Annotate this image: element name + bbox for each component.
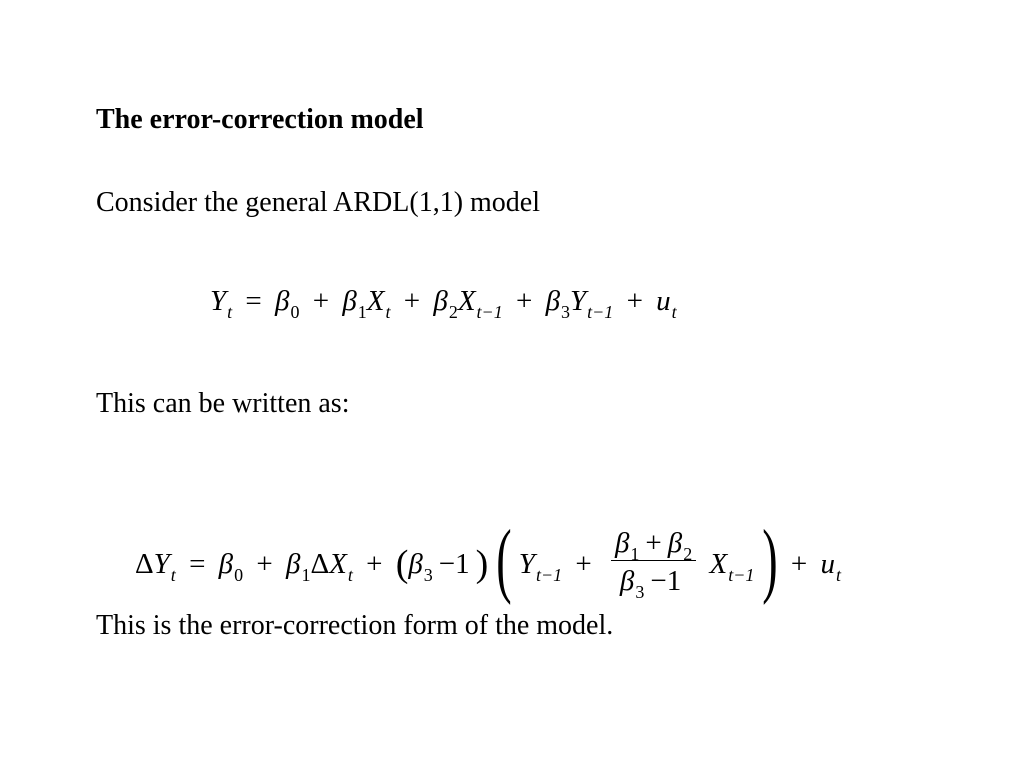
intro-text: Consider the general ARDL(1,1) model xyxy=(96,187,541,218)
ardl-equation: $Y_t = \beta_0 + \beta_1X_t + \beta_2X_{t-1} + \beta_3Y_{t-1} + u_t$ xyxy=(210,285,677,322)
conclusion-text: This is the error-correction form of the model. xyxy=(96,610,614,641)
slide-title: The error-correction model xyxy=(96,104,424,135)
coefficient-fraction: $\frac{\beta_1 + \beta_2}{\beta_3 -1}$ xyxy=(611,529,696,596)
rewrite-text: This can be written as: xyxy=(96,388,350,419)
